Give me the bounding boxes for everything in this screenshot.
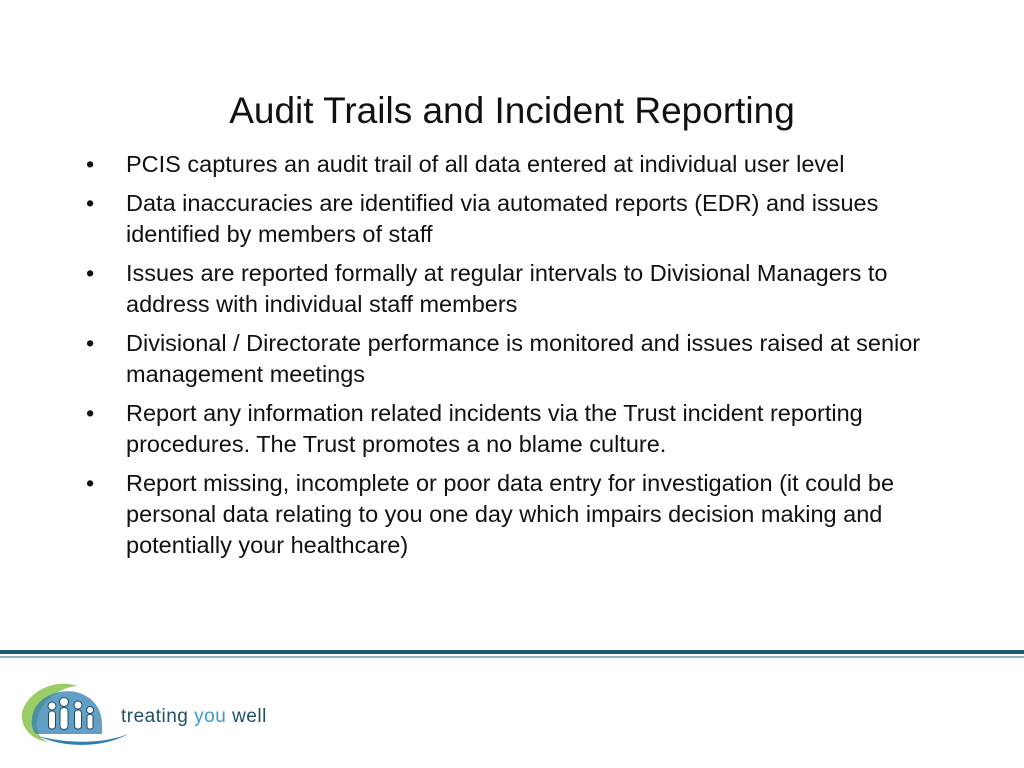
logo-word-well: well [232,706,267,727]
bullet-list [86,149,946,569]
bullet-text: Divisional / Directorate performance is monitored and issues raised at senior management meetings [126,330,921,387]
footer-divider-light [0,656,1024,658]
bullet-marker: • [86,151,95,177]
bullet-item [86,258,946,320]
bullet-text: Report missing, incomplete or poor data entry for investigation (it could be personal data relating to you one day which impairs decision making and potentially your healthcare) [126,470,895,558]
bullet-item [86,468,946,561]
footer-divider-dark [0,650,1024,654]
family-figures-icon [18,672,128,748]
bullet-text: Report any information related incidents via the Trust incident reporting procedures. The Trust promotes a no blame culture. [126,400,863,457]
slide-title: Audit Trails and Incident Reporting [229,90,795,131]
bullet-text: Data inaccuracies are identified via automated reports (EDR) and issues identified by members of staff [126,190,879,247]
bullet-marker: • [86,330,95,356]
logo-wordmark [121,706,267,728]
bullet-text: Issues are reported formally at regular intervals to Divisional Managers to address with individual staff members [126,260,888,317]
bullet-text: PCIS captures an audit trail of all data entered at individual user level [126,151,845,177]
logo-word-you: you [194,706,227,727]
bullet-marker: • [86,470,95,496]
bullet-marker: • [86,400,95,426]
bullet-marker: • [86,260,95,286]
bullet-item [86,398,946,460]
bullet-item [86,188,946,250]
trust-logo [18,672,267,748]
bullet-marker: • [86,190,95,216]
logo-word-treating: treating [121,706,189,727]
bullet-item [86,149,946,180]
bullet-item [86,328,946,390]
